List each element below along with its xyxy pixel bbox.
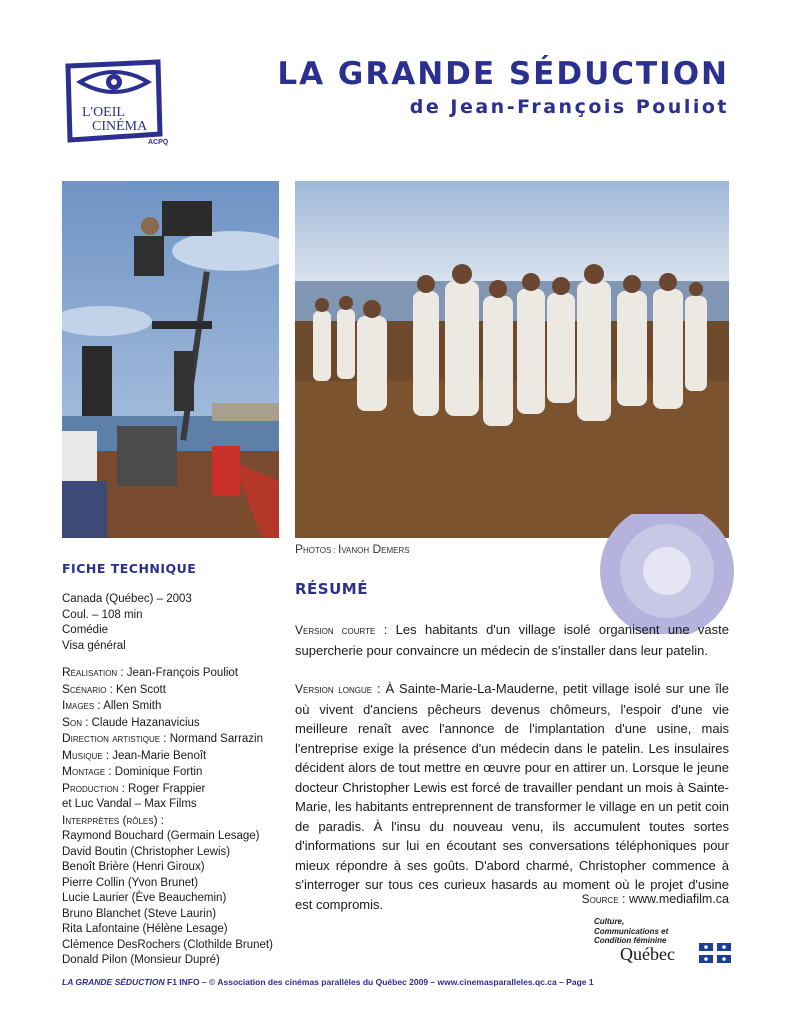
cast-item: Raymond Bouchard (Germain Lesage) — [62, 830, 260, 842]
credit-line: Musique : Jean-Marie Benoît — [62, 747, 207, 762]
credit-line: Montage : Dominique Fortin — [62, 764, 203, 778]
cast-label: Interprètes (rôles) : — [62, 812, 164, 827]
cast-item: Bruno Blanchet (Steve Laurin) — [62, 907, 217, 920]
credit-line: Réalisation : Jean-François Pouliot — [62, 665, 239, 679]
cast-item: David Boutin (Christopher Lewis) — [62, 845, 231, 858]
quebec-logo-line: Condition féminine — [594, 936, 667, 945]
credit-line: Images : Allen Smith — [62, 698, 162, 712]
cast-item: Benoît Brière (Henri Giroux) — [62, 861, 205, 873]
cast-item: Lucie Laurier (Ève Beauchemin) — [62, 892, 227, 904]
logo-text-oeil: L'OEIL — [82, 105, 125, 120]
quebec-logo — [594, 917, 731, 965]
credit-line: et Luc Vandal – Max Films — [62, 798, 197, 810]
credit-line: Production : Roger Frappier — [62, 780, 206, 795]
source-line: Source : www.mediafilm.ca — [581, 892, 729, 906]
long-version: Version longue : À Sainte-Marie-La-Mauderne, petit village isolé sur une île où vivent d'anciens pêcheurs devenus chômeurs, l'espoir d'une vie meilleure renaît avec l'annonce de l'implantation d'une usine, mais l'entreprise exige la présence d'un médecin dans le patelin. Les insulaires décident alors de tout mettre en œuvre pour en attirer un. Lorsque le jeune docteur Christopher Lewis est forcé de travailler pendant un mois à Sainte-Marie, les habitants entreprennent de transformer le village en un petit coin de paradis. À l'insu du nouveau venu, ils accumulent toutes sortes d'informations sur lui en écoutant ses conversations téléphoniques pour mieux répondre à ses goûts. D'abord charmé, Christopher commence à s'interroger sur tous ces curieux hasards au moment où le projet d'usine est compromis. — [295, 681, 730, 912]
page-subtitle: de Jean-François Pouliot — [409, 96, 729, 118]
page-title: LA GRANDE SÉDUCTION — [277, 56, 729, 92]
crew-photo — [62, 181, 279, 538]
cast-item: Clémence DesRochers (Clothilde Brunet) — [62, 938, 273, 951]
villagers-dancing-photo — [295, 181, 729, 538]
cast-item: Donald Pilon (Monsieur Dupré) — [62, 954, 220, 966]
quebec-wordmark: Québec — [620, 944, 675, 964]
photo-credit: Photos : Ivanoh Demers — [295, 542, 410, 556]
fiche-basic: Visa général — [62, 639, 126, 652]
fiche-basic: Canada (Québec) – 2003 — [62, 593, 192, 605]
source-link[interactable]: www.mediafilm.ca — [628, 892, 729, 906]
fleurdelise-flag-icon — [699, 943, 731, 963]
quebec-logo-line: Communications et — [594, 926, 669, 936]
logo-text-cinema: CINÉMA — [92, 119, 148, 134]
credit-line: Son : Claude Hazanavicius — [62, 714, 200, 729]
credit-line: Direction artistique : Normand Sarrazin — [62, 731, 264, 745]
quebec-logo-line: Culture, — [594, 917, 625, 926]
resume-body — [295, 620, 729, 914]
resume-heading: RÉSUMÉ — [295, 580, 368, 598]
logo-text-acpq: ACPQ — [148, 139, 169, 146]
fiche-technique — [62, 592, 284, 969]
credit-line: Scénario : Ken Scott — [62, 681, 166, 696]
fiche-basic: Coul. – 108 min — [62, 608, 143, 621]
fiche-heading: FICHE TECHNIQUE — [62, 561, 197, 576]
cast-item: Pierre Collin (Yvon Brunet) — [62, 876, 199, 889]
short-version: Version courte : Les habitants d'un village isolé organisent une vaste supercherie pour convaincre un médecin de s'installer dans leur patelin. — [295, 622, 729, 658]
cast-item: Rita Lafontaine (Hélène Lesage) — [62, 923, 228, 935]
fiche-basic: Comédie — [62, 624, 109, 636]
decorative-circles — [597, 514, 737, 634]
page-footer: LA GRANDE SÉDUCTION F1 INFO – © Association des cinémas parallèles du Québec 2009 – www.cinemasparalleles.qc.ca – Page 1 — [62, 977, 594, 987]
oeil-cinema-logo — [62, 58, 177, 150]
